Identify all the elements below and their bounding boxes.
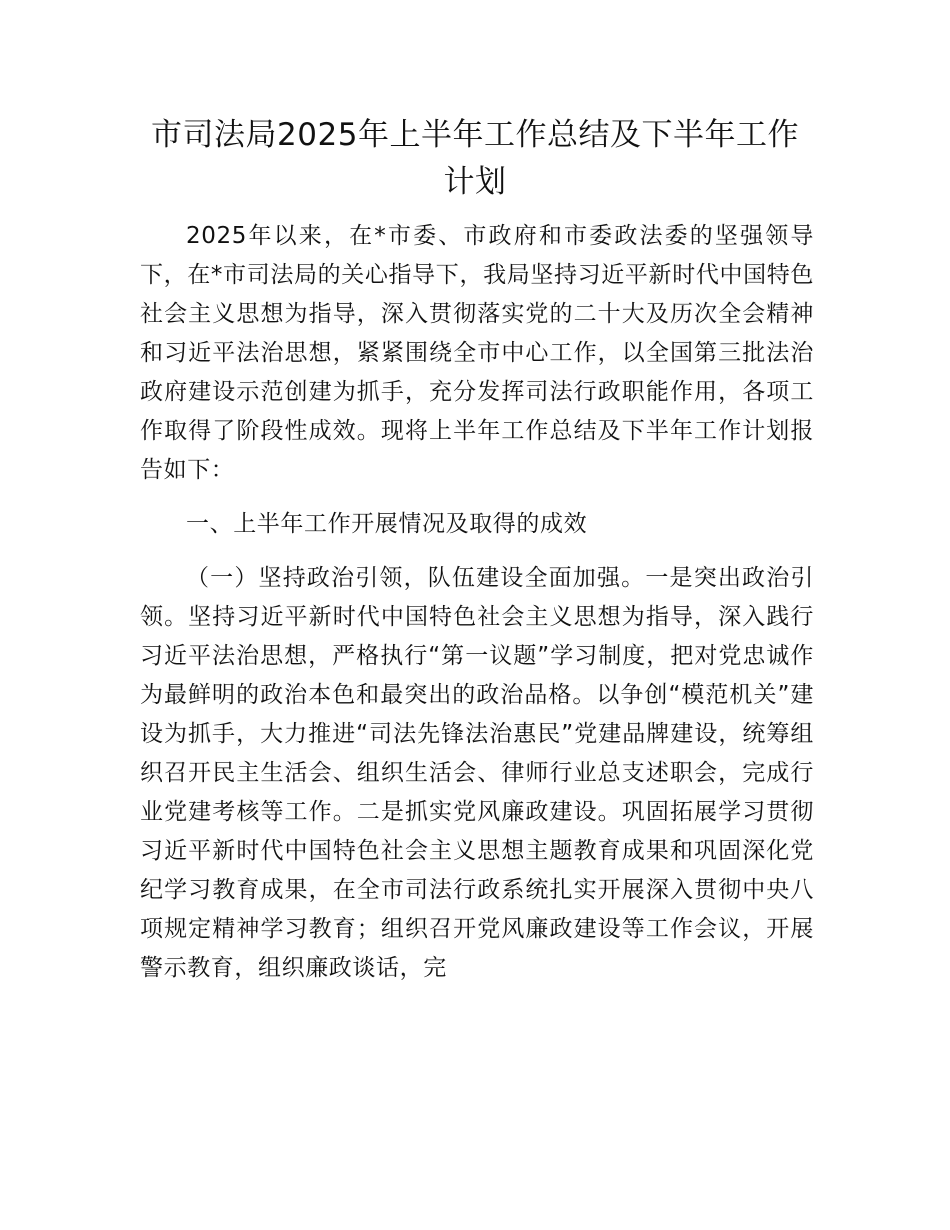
section-heading: 一、上半年工作开展情况及取得的成效 [186, 511, 588, 537]
body-paragraph: （一）坚持政治引领，队伍建设全面加强。一是突出政治引领。坚持习近平新时代中国特色社会主义思想为指导，深入践行习近平法治思想，严格执行“第一议题”学习制度，把对党忠诚作为最鲜明的政治本色和最突出的政治品格。以争创“模范机关”建设为抓手，大力推进“司法先锋法治惠民”党建品牌建设，统筹组织召开民主生活会、组织生活会、律师行业总支述职会，完成行业党建考核等工作。二是抓实党风廉政建设。巩固拓展学习贯彻习近平新时代中国特色社会主义思想主题教育成果和巩固深化党纪学习教育成果，在全市司法行政系统扎实开展深入贯彻中央八项规定精神学习教育；组织召开党风廉政建设等工作会议，开展警示教育，组织廉政谈话，完 [140, 565, 814, 981]
document-body [140, 217, 814, 988]
document-title: 市司法局2025年上半年工作总结及下半年工作计划 [151, 117, 799, 200]
intro-paragraph: 2025年以来，在*市委、市政府和市委政法委的坚强领导下，在*市司法局的关心指导下，我局坚持习近平新时代中国特色社会主义思想为指导，深入贯彻落实党的二十大及历次全会精神和习近平法治思想，紧紧围绕全市中心工作，以全国第三批法治政府建设示范创建为抓手，充分发挥司法行政职能作用，各项工作取得了阶段性成效。现将上半年工作总结及下半年工作计划报告如下： [140, 223, 814, 483]
